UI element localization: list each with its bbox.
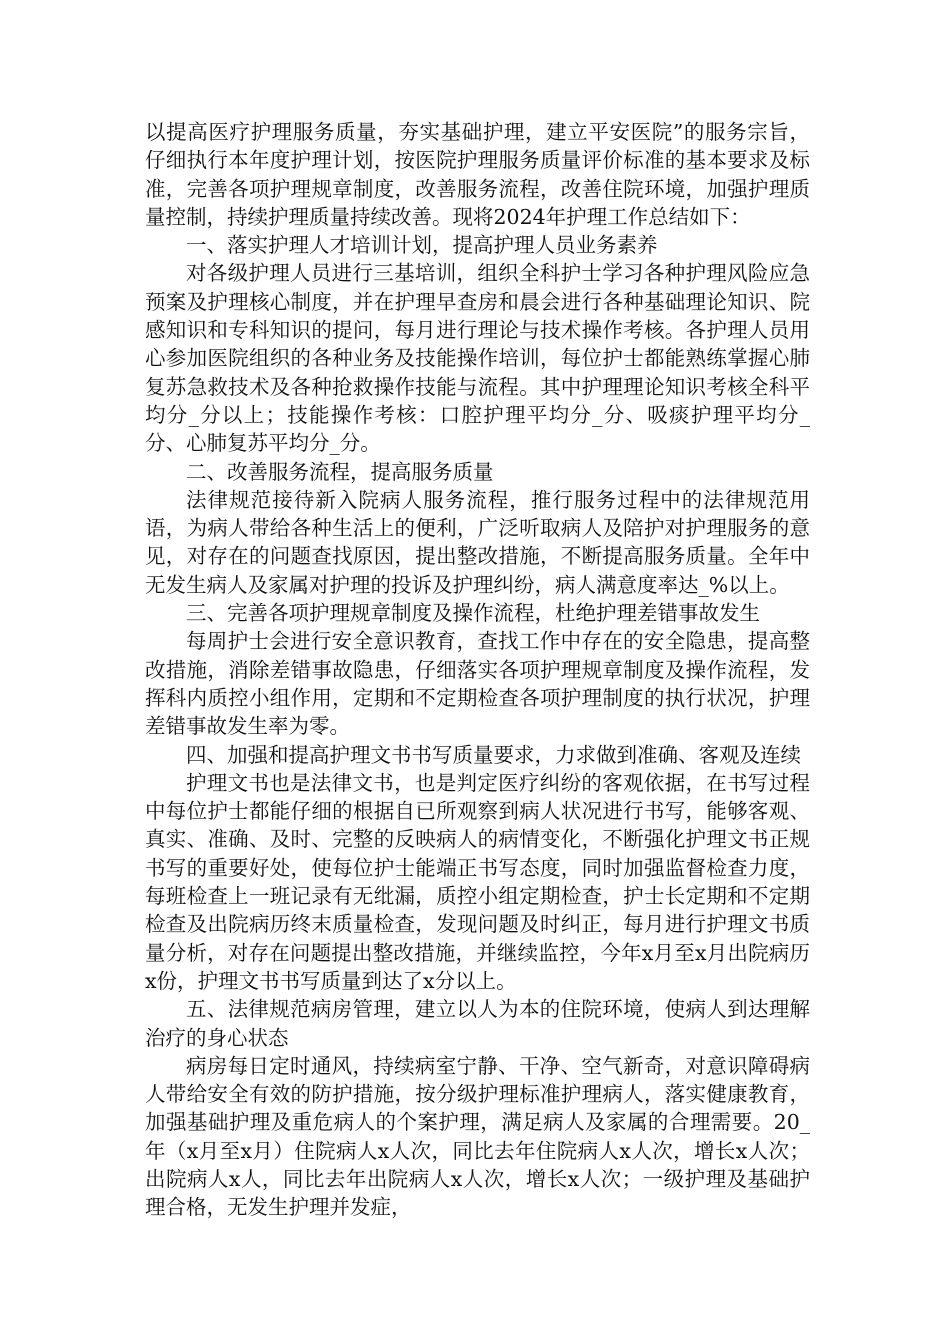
- section-heading-3: 三、完善各项护理规章制度及操作流程，杜绝护理差错事故发生: [186, 601, 760, 626]
- section-body-1: 对各级护理人员进行三基培训，组织全科护士学习各种护理风险应急预案及护理核心制度，并在护理早查房和晨会进行各种基础理论知识、院感知识和专科知识的提问，每月进行理论与技术操作考核。各护理人员用心参加医院组织的各种业务及技能操作培训，每位护士都能熟练掌握心肺复苏急救技术及各种抢救操作技能与流程。其中护理理论知识考核全科平均分_分以上；技能操作考核：口腔护理平均分_分、吸痰护理平均分_分、心肺复苏平均分_分。: [145, 261, 810, 456]
- section-body-4: 护理文书也是法律文书，也是判定医疗纠纷的客观依据，在书写过程中每位护士都能仔细的根据自已所观察到病人状况进行书写，能够客观、真实、准确、及时、完整的反映病人的病情变化，不断强化护理文书正规书写的重要好处，使每位护士能端正书写态度，同时加强监督检查力度，每班检查上一班记录有无纰漏，质控小组定期检查，护士长定期和不定期检查及出院病历终末质量检查，发现问题及时纠正，每月进行护理文书质量分析，对存在问题提出整改措施，并继续监控，今年x月至x月出院病历x份，护理文书书写质量到达了x分以上。: [145, 770, 810, 993]
- document-page: [145, 118, 810, 1222]
- section-heading-2: 二、改善服务流程，提高服务质量: [186, 459, 494, 484]
- section-body-3: 每周护士会进行安全意识教育，查找工作中存在的安全隐患，提高整改措施，消除差错事故隐患，仔细落实各项护理规章制度及操作流程，发挥科内质控小组作用，定期和不定期检查各项护理制度的执行状况，护理差错事故发生率为零。: [145, 629, 810, 739]
- section-heading-4: 四、加强和提高护理文书书写质量要求，力求做到准确、客观及连续: [186, 742, 801, 767]
- section-heading-5: 五、法律规范病房管理，建立以人为本的住院环境，使病人到达理解治疗的身心状态: [145, 997, 810, 1050]
- section-heading-1: 一、落实护理人才培训计划，提高护理人员业务素养: [186, 233, 658, 258]
- intro-paragraph: 以提高医疗护理服务质量，夯实基础护理，建立平安医院”的服务宗旨，仔细执行本年度护理计划，按医院护理服务质量评价标准的基本要求及标准，完善各项护理规章制度，改善服务流程，改善住院环境，加强护理质量控制，持续护理质量持续改善。现将2024年护理工作总结如下：: [145, 120, 810, 229]
- section-body-2: 法律规范接待新入院病人服务流程，推行服务过程中的法律规范用语，为病人带给各种生活上的便利，广泛听取病人及陪护对护理服务的意见，对存在的问题查找原因，提出整改措施，不断提高服务质量。全年中无发生病人及家属对护理的投诉及护理纠纷，病人满意度率达_%以上。: [145, 487, 810, 597]
- section-body-5: 病房每日定时通风，持续病室宁静、干净、空气新奇，对意识障碍病人带给安全有效的防护措施，按分级护理标准护理病人，落实健康教育，加强基础护理及重危病人的个案护理，满足病人及家属的合理需要。20_年（x月至x月）住院病人x人次，同比去年住院病人x人次，增长x人次；出院病人x人，同比去年出院病人x人次，增长x人次；一级护理及基础护理合格，无发生护理并发症，: [145, 1053, 810, 1220]
